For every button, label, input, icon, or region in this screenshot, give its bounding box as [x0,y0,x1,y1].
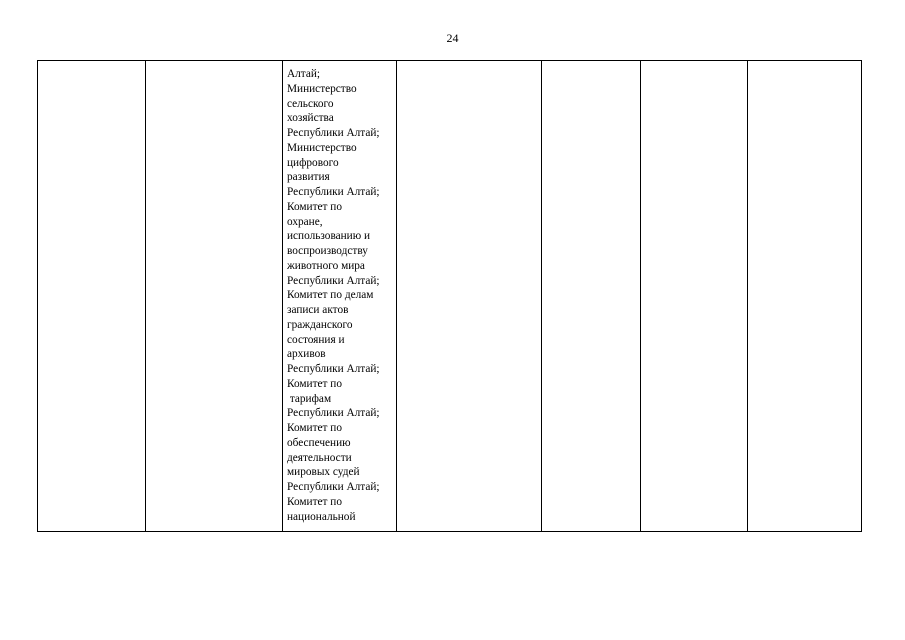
table-cell-5-text [542,61,640,67]
table-cell-3 [283,61,397,532]
cell-text-line: Республики Алтай; [287,481,380,493]
cell-text-line: животного мира [287,259,365,272]
cell-text-line: Министерство [287,82,357,95]
table-cell-6 [641,61,748,532]
cell-text-line: архивов [287,348,326,361]
cell-text-line: деятельности [287,451,352,464]
table-cell-4 [397,61,542,532]
cell-text-line: использованию и [287,230,371,243]
cell-text-line: Алтай; [287,68,321,80]
cell-text-line: состояния и [287,333,345,346]
cell-text-line: сельского [287,97,334,110]
table-cell-1-text [38,61,145,67]
page-number: 24 [446,31,459,45]
cell-text-line: Комитет по [287,495,343,508]
table-cell-4-text [397,61,541,67]
table-cell-2-text [146,61,282,67]
cell-text-line: Комитет по [287,200,343,213]
cell-text-line: хозяйства [287,112,334,125]
table-cell-2 [146,61,283,532]
cell-text-line: Республики Алтай; [287,363,380,375]
cell-text-line: охране, [287,215,323,228]
table-cell-6-text [641,61,747,67]
cell-text-line: обеспечению [287,436,351,449]
cell-text-line: Министерство [287,141,357,154]
cell-text-line: тарифам [287,392,332,405]
cell-text-line: гражданского [287,318,353,331]
table-cell-5 [542,61,641,532]
cell-text-line: Республики Алтай; [287,186,380,198]
table-row [38,61,862,532]
cell-text-line: цифрового [287,156,339,169]
table-cell-7-text [748,61,861,67]
cell-text-line: Комитет по [287,422,343,434]
table-cell-1 [38,61,146,532]
cell-text-line: Республики Алтай; [287,407,380,420]
cell-text-line: воспроизводству [287,245,368,257]
responsible-bodies-list [283,61,396,524]
cell-text-line: мировых судей [287,466,360,479]
table-cell-7 [748,61,862,532]
cell-text-line: Республики Алтай; [287,127,380,139]
cell-text-line: записи актов [287,304,349,316]
cell-text-line: Республики Алтай; [287,274,380,287]
document-table [37,60,862,532]
cell-text-line: национальной [287,510,356,523]
cell-text-line: развития [287,171,330,184]
cell-text-line: Комитет по [287,377,343,390]
cell-text-line: Комитет по делам [287,289,374,302]
